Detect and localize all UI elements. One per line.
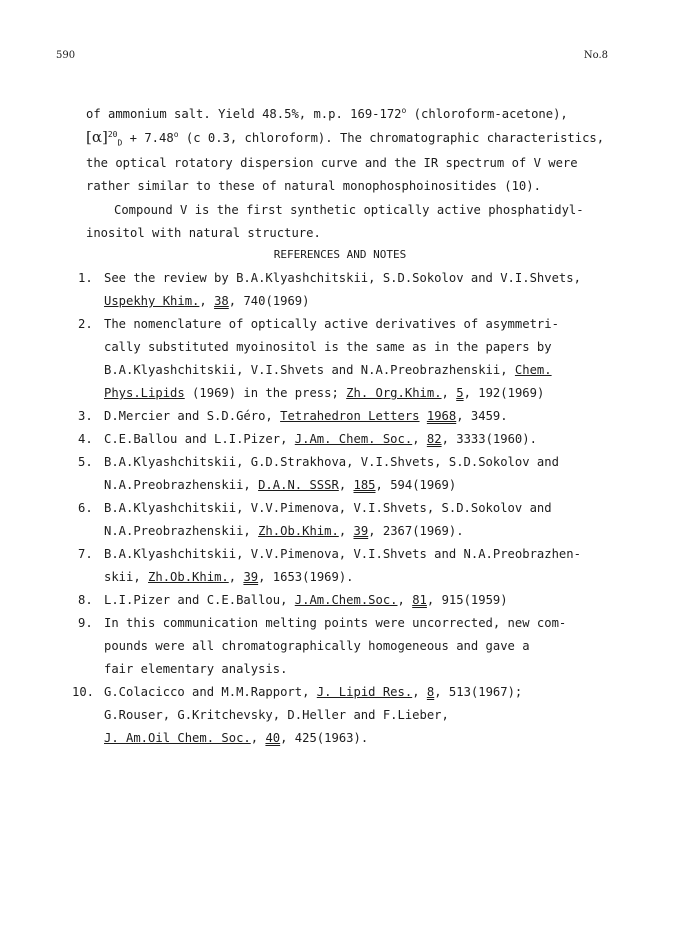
reference-item: 8. L.I.Pizer and C.E.Ballou, J.Am.Chem.Soc., 81, 915(1959) [78, 593, 508, 607]
reference-line: cally substituted myoinositol is the same as in the papers by [104, 340, 552, 354]
reference-line: N.A.Preobrazhenskii, Zh.Ob.Khim., 39, 2367(1969). [104, 524, 464, 538]
reference-item: 5. B.A.Klyashchitskii, G.D.Strakhova, V.I.Shvets, S.D.Sokolov and [78, 455, 559, 469]
body-line: $[\alpha]^{20}_D + 7.48^o$ (c 0.3, chloroform). The chromatographic characteristics, [86, 128, 605, 148]
reference-item: 6. B.A.Klyashchitskii, V.V.Pimenova, V.I.Shvets, S.D.Sokolov and [78, 501, 552, 515]
body-line: of ammonium salt. Yield 48.5%, m.p. 169-172$^o$ (chloroform-acetone), [86, 105, 568, 121]
reference-line: fair elementary analysis. [104, 662, 288, 676]
body-line: inositol with natural structure. [86, 226, 321, 240]
reference-line: B.A.Klyashchitskii, V.I.Shvets and N.A.Preobrazhenskii, Chem. [104, 363, 552, 377]
reference-item: 4. C.E.Ballou and L.I.Pizer, J.Am. Chem. Soc., 82, 3333(1960). [78, 432, 537, 446]
reference-line: Uspekhy Khim., 38, 740(1969) [104, 294, 310, 308]
issue-number: No.8 [583, 50, 608, 61]
body-line: rather similar to these of natural monophosphoinositides (10). [86, 179, 541, 193]
reference-line: G.Rouser, G.Kritchevsky, D.Heller and F.Lieber, [104, 708, 449, 722]
body-line: the optical rotatory dispersion curve and the IR spectrum of V were [86, 156, 578, 170]
reference-item: 10. G.Colacicco and M.M.Rapport, J. Lipid Res., 8, 513(1967); [72, 685, 523, 699]
page-number: 590 [56, 50, 76, 61]
reference-line: pounds were all chromatographically homogeneous and gave a [104, 639, 530, 653]
references-heading: REFERENCES AND NOTES [273, 248, 407, 261]
reference-line: Phys.Lipids (1969) in the press; Zh. Org.Khim., 5, 192(1969) [104, 386, 545, 400]
reference-item: 1. See the review by B.A.Klyashchitskii, S.D.Sokolov and V.I.Shvets, [78, 271, 581, 285]
body-line: Compound V is the first synthetic optically active phosphatidyl- [114, 203, 584, 217]
alpha-symbol: [α] [86, 128, 108, 146]
reference-item: 7. B.A.Klyashchitskii, V.V.Pimenova, V.I.Shvets and N.A.Preobrazhen- [78, 547, 581, 561]
reference-line: N.A.Preobrazhenskii, D.A.N. SSSR, 185, 594(1969) [104, 478, 457, 492]
reference-item: 3. D.Mercier and S.D.Géro, Tetrahedron Letters 1968, 3459. [78, 409, 508, 423]
reference-line: skii, Zh.Ob.Khim., 39, 1653(1969). [104, 570, 354, 584]
reference-item: 9. In this communication melting points were uncorrected, new com- [78, 616, 567, 630]
reference-line: J. Am.Oil Chem. Soc., 40, 425(1963). [104, 731, 369, 745]
reference-item: 2. The nomenclature of optically active derivatives of asymmetri- [78, 317, 559, 331]
